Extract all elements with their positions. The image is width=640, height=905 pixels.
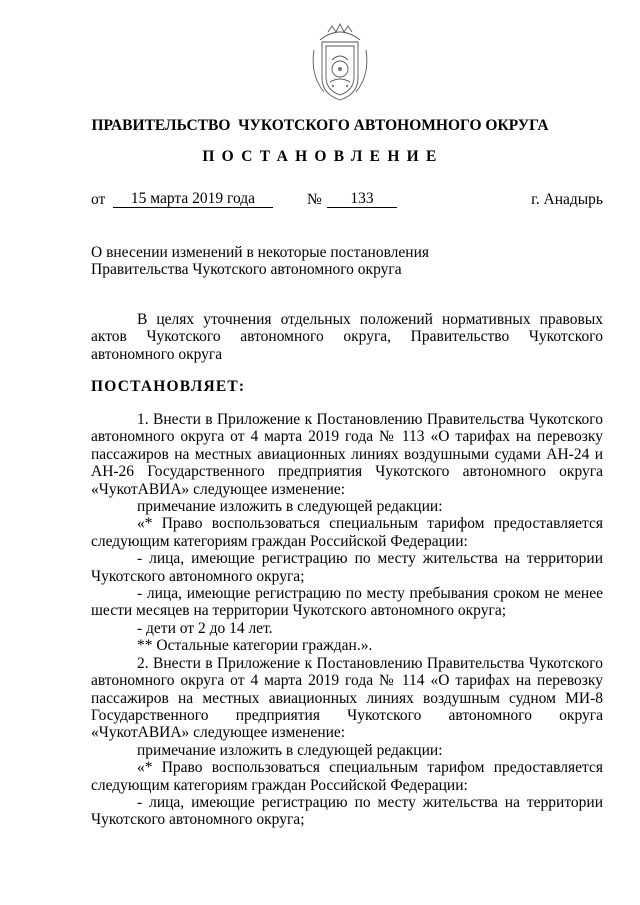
chukotka-coat-of-arms-icon [306, 20, 374, 108]
subject-line: Правительства Чукотского автономного округа [91, 261, 402, 279]
paragraph: примечание изложить в следующей редакции: [137, 498, 443, 516]
date-prefix: от [91, 191, 106, 208]
paragraph: 1. Внести в Приложение к Постановлению Правительства Чукотского автономного округа от 4 марта 2019 года № 113 «О тарифах на перевозку пассажиров на местных авиационных линиях воздушными судами АН-24 и АН-26 Государственного предприятия Чукотского автономного округа «ЧукотАВИА» следующее изменение: [91, 411, 603, 498]
paragraph: - лица, имеющие регистрацию по месту жительства на территории Чукотского автономного округа; [91, 550, 603, 585]
paragraph: - лица, имеющие регистрацию по месту жительства на территории Чукотского автономного округа; [91, 793, 603, 829]
document-body [91, 411, 603, 829]
number-prefix: № [307, 191, 322, 208]
document-meta [91, 191, 603, 211]
paragraph: - дети от 2 до 14 лет. [137, 619, 273, 637]
paragraph: - лица, имеющие регистрацию по месту пребывания сроком не менее шести месяцев на территории Чукотского автономного округа; [91, 585, 603, 620]
paragraph: 2. Внести в Приложение к Постановлению Правительства Чукотского автономного округа от 4 марта 2019 года № 114 «О тарифах на перевозку пассажиров на местных авиационных линиях воздушным судном МИ-8 Государственного предприятия Чукотского автономного округа «ЧукотАВИА» следующее изменение: [91, 654, 603, 742]
paragraph: «* Право воспользоваться специальным тарифом предоставляется следующим категориям граждан Российской Федерации: [91, 759, 603, 794]
government-title: ПРАВИТЕЛЬСТВО ЧУКОТСКОГО АВТОНОМНОГО ОКРУГА [91, 117, 549, 134]
decree-word: ПОСТАНОВЛЯЕТ: [91, 378, 246, 395]
preamble: В целях уточнения отдельных положений нормативных правовых актов Чукотского автономного округа, Правительство Чукотского автономного округа [91, 311, 603, 363]
document-city: г. Анадырь [531, 191, 603, 208]
document-type: ПОСТАНОВЛЕНИЕ [202, 148, 444, 165]
document-date: 15 марта 2019 года [113, 191, 273, 208]
subject-line: О внесении изменений в некоторые постановления [91, 244, 430, 261]
document-number: 133 [327, 191, 397, 208]
paragraph: «* Право воспользоваться специальным тарифом предоставляется следующим категориям граждан Российской Федерации: [91, 515, 603, 550]
document-subject [91, 244, 603, 279]
paragraph: примечание изложить в следующей редакции: [137, 741, 443, 759]
paragraph: ** Остальные категории граждан.». [137, 637, 373, 655]
